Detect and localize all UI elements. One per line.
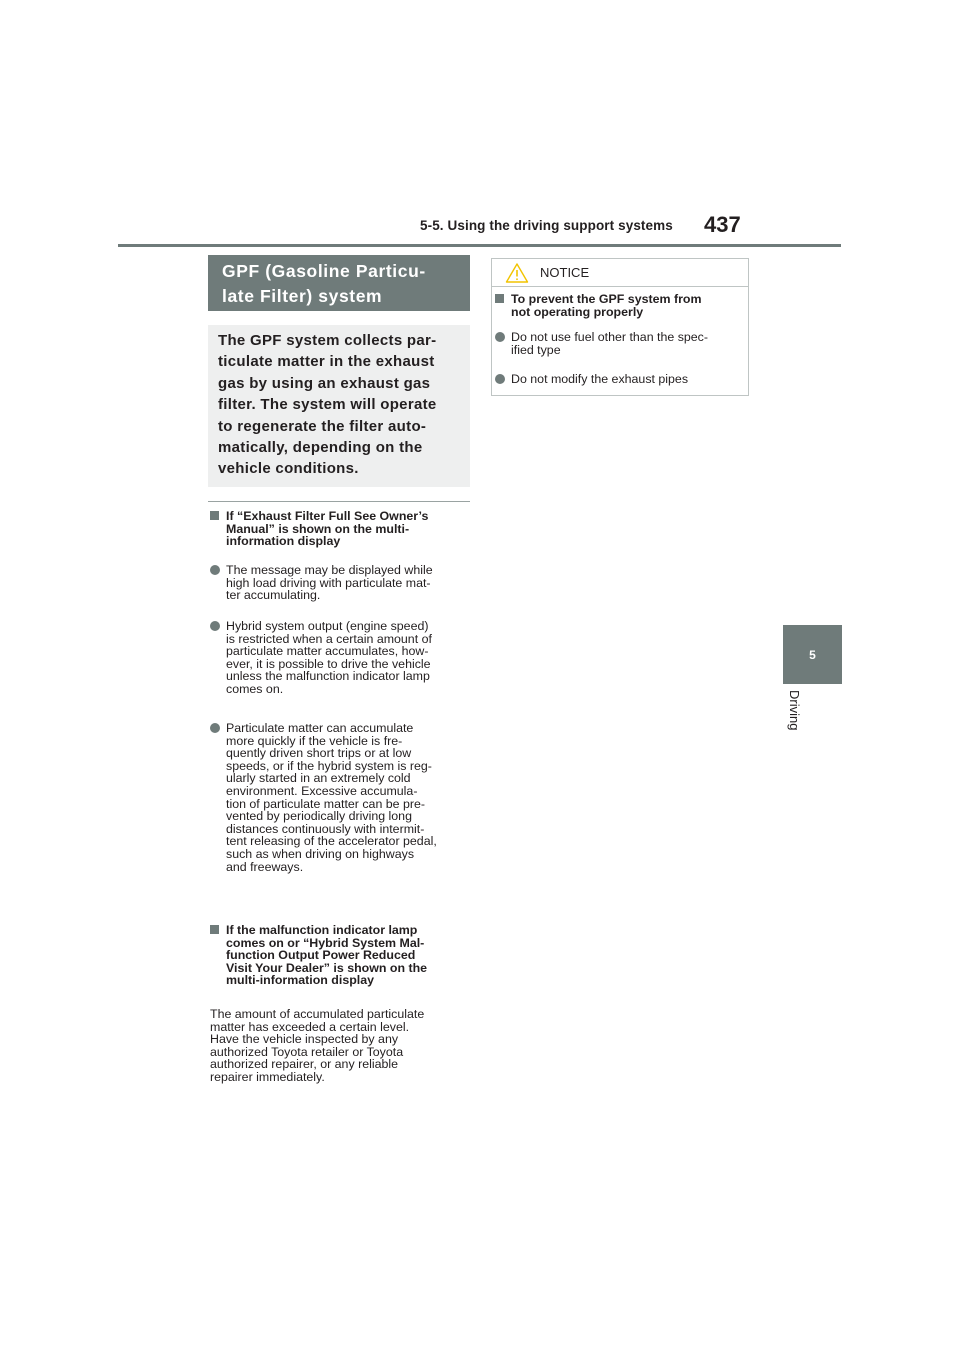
chapter-tab xyxy=(783,625,842,684)
notice-list-item: Do not use fuel other than the spec- ified type xyxy=(495,331,708,356)
section-title-line: late Filter) system xyxy=(222,286,383,306)
notice-label: NOTICE xyxy=(540,265,590,280)
notice-header xyxy=(491,258,749,287)
section-title-line: GPF (Gasoline Particu- xyxy=(222,261,426,281)
square-bullet-icon xyxy=(495,294,504,303)
header-rule xyxy=(118,244,841,247)
subheading-exhaust-filter-full: If “Exhaust Filter Full See Owner’s Manual” is shown on the multi- information display xyxy=(210,510,428,548)
summary-line: ticulate matter in the exhaust xyxy=(218,353,435,371)
summary-line: matically, depending on the xyxy=(218,439,423,457)
divider xyxy=(208,501,470,502)
list-item: Particulate matter can accumulate more quickly if the vehicle is fre- quently driven short trips or at low speeds, or if the hybrid system is reg- ularly started in an extremely cold environment. Excessive accumula- tion of particulate matter can be pre- vented by periodically driving long distances continuously with intermit- tent releasing of the accelerator pedal, such as when driving on highways and freeways. xyxy=(210,722,437,873)
warning-triangle-icon xyxy=(505,262,529,284)
list-item: The message may be displayed while high load driving with particulate mat- ter accumulating. xyxy=(210,564,433,602)
running-header: 5-5. Using the driving support systems xyxy=(420,218,673,233)
square-bullet-icon xyxy=(210,511,219,520)
summary-line: to regenerate the filter auto- xyxy=(218,417,427,435)
section-title xyxy=(208,255,470,311)
chapter-number: 5 xyxy=(809,647,816,662)
chapter-name xyxy=(784,690,808,770)
round-bullet-icon xyxy=(210,621,220,631)
summary-line: The GPF system collects par- xyxy=(218,332,437,349)
summary-line: vehicle conditions. xyxy=(218,460,359,478)
body-paragraph: The amount of accumulated particulate matter has exceeded a certain level. Have the vehicle inspected by any authorized Toyota retailer or Toyota authorized repairer, or any reliable repairer immediately. xyxy=(210,1007,425,1084)
round-bullet-icon xyxy=(210,565,220,575)
round-bullet-icon xyxy=(210,723,220,733)
summary-line: gas by using an exhaust gas xyxy=(218,374,431,392)
summary-line: filter. The system will operate xyxy=(218,396,437,414)
notice-heading: To prevent the GPF system from not operating properly xyxy=(495,293,702,318)
page-number: 437 xyxy=(704,212,741,237)
round-bullet-icon xyxy=(495,332,505,342)
notice-list-item: Do not modify the exhaust pipes xyxy=(495,373,688,386)
chapter-name-text: Driving xyxy=(787,690,802,731)
round-bullet-icon xyxy=(495,374,505,384)
square-bullet-icon xyxy=(210,925,219,934)
list-item: Hybrid system output (engine speed) is restricted when a certain amount of particulate matter accumulates, how- ever, it is possible to drive the vehicle unless the malfunction indicator lamp comes on. xyxy=(210,620,432,696)
section-summary xyxy=(208,325,470,487)
subheading-malfunction-lamp: If the malfunction indicator lamp comes on or “Hybrid System Mal- function Output Power Reduced Visit Your Dealer” is shown on the multi-information display xyxy=(210,924,427,987)
